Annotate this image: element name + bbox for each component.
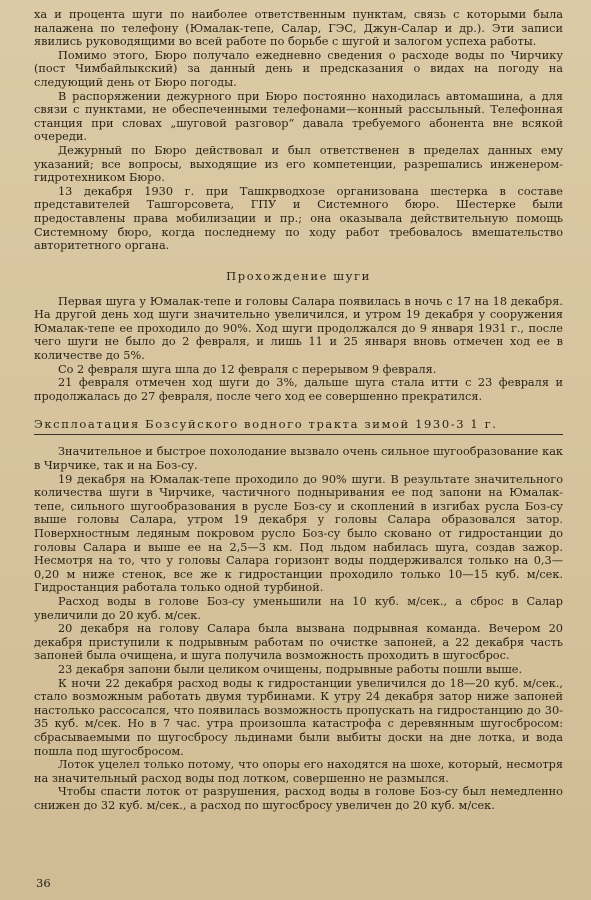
text-block-middle <box>34 295 563 404</box>
text-block-bottom <box>34 445 563 812</box>
paragraph: 21 февраля отмечен ход шуги до 3%, дальше шуга стала итти с 23 февраля и продолжалась до 27 февраля, после чего ход ее совершенно прекратился. <box>34 376 563 403</box>
paragraph: ха и процента шуги по наиболее ответственным пунктам, связь с которыми была налажена по телефону (Юмалак-тепе, Салар, ГЭС, Джун-Салар и др.). Эти записи явились руководящими во всей работе по борьбе с шугой и залогом успеха работы. <box>34 8 563 49</box>
section-heading: Прохождение шуги <box>226 268 371 283</box>
page-number: 36 <box>36 876 51 890</box>
paragraph: В распоряжении дежурного при Бюро постоянно находилась автомашина, а для связи с пунктами, не обеспеченными телефонами—конный рассыльный. Телефонная станция при словах „шуговой разговор“ давала требуемого абонента вне всякой очереди. <box>34 89 563 144</box>
paragraph: К ночи 22 декабря расход воды к гидростанции увеличился до 18—20 куб. м/сек., стало возможным работать двумя турбинами. К утру 24 декабря затор ниже запоней настолько рассосался, что появилась возможность пропускать на гидростанцию до 30-35 куб. м/сек. Но в 7 час. утра произошла катастрофа с деревянным шугосбросом: сбрасываемыми по шугосбросу льдинами были выбиты доски на дне лотка, и вода пошла под шугосбросом. <box>34 676 563 758</box>
paragraph: 20 декабря на голову Салара была вызвана подрывная команда. Вечером 20 декабря приступили к подрывным работам по очистке запоней, а 22 декабря часть запоней была очищена, и шуга получила возможность проходить в шугосброс. <box>34 622 563 663</box>
paragraph: 13 декабря 1930 г. при Ташкрводхозе организована шестерка в составе представителей Ташгорсовета, ГПУ и Системного бюро. Шестерке были предоставлены права мобилизации и пр.; она оказывала действительную помощь Системному бюро, когда последнему по ходу работ требовалось вмешательство авторитетного органа. <box>34 184 563 253</box>
paragraph: 23 декабря запони были целиком очищены, подрывные работы пошли выше. <box>58 662 523 676</box>
paragraph: Со 2 февраля шуга шла до 12 февраля с перерывом 9 февраля. <box>58 362 437 376</box>
paragraph: Дежурный по Бюро действовал и был ответственен в пределах данных ему указаний; все вопросы, выходящие из его компетенции, разрешались инженером-гидротехником Бюро. <box>34 143 563 185</box>
paragraph: Чтобы спасти лоток от разрушения, расход воды в голове Боз-су был немедленно снижен до 32 куб. м/сек., а расход по шугосбросу увеличен до 20 куб. м/сек. <box>34 785 563 812</box>
paragraph: Значительное и быстрое похолодание вызвало очень сильное шугообразование как в Чирчике, так и на Боз-су. <box>34 445 563 473</box>
paragraph: Помимо этого, Бюро получало ежедневно сведения о расходе воды по Чирчику (пост Чимбайлыкский) за данный день и предсказания о видах на погоду на следующий день от Бюро погоды. <box>34 48 563 89</box>
paragraph: Первая шуга у Юмалак-тепе и головы Салара появилась в ночь с 17 на 18 декабря. На другой день ход шуги значительно увеличился, и утром 19 декабря у сооружения Юмалак-тепе ее проходило до 90%. Ход шуги продолжался до 9 января 1931 г., после чего шуги не было до 2 февраля, и лишь 11 и 25 января вновь отмечен ход ее в количестве до 5%. <box>34 294 563 363</box>
paragraph: 19 декабря на Юмалак-тепе проходило до 90% шуги. В результате значительного количества шуги в Чирчике, частичного подныривания ее под запони на Юмалак-тепе, сильного шугообразования в русле Боз-су и скоплений в изгибах русла Боз-су выше головы Салара, утром 19 декабря у головы Салара образовался затор. Поверхностным ледяным покровом русло Боз-су было сковано от гидростанции до головы Салара и выше ее на 2,5—3 км. Под льдом набилась шуга, создав зажор. Несмотря на то, что у головы Салара горизонт воды поддерживался только на 0,3—0,20 м ниже стенок, все же к гидростанции проходило только 10—15 куб. м/сек. Гидростанция работала только одной турбиной. <box>34 472 563 595</box>
paragraph: Лоток уцелел только потому, что опоры его находятся на шохе, который, несмотря на значительный расход воды под лотком, совершенно не размылся. <box>34 758 563 785</box>
paragraph: Расход воды в голове Боз-су уменьшили на 10 куб. м/сек., а сброс в Салар увеличили до 20 куб. м/сек. <box>34 594 563 622</box>
section-heading: Эксплоатация Бозсуйского водного тракта зимой 1930-3 1 г. <box>34 417 563 435</box>
text-block-top <box>34 8 563 253</box>
